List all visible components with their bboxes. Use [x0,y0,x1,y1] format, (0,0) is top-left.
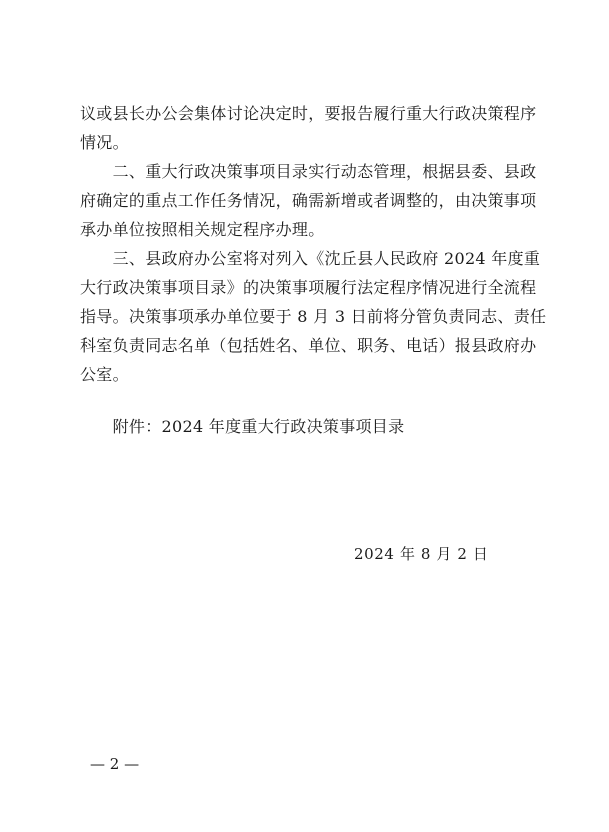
body-line: 指导。决策事项承办单位要于 8 月 3 日前将分管负责同志、责任 [80,307,547,326]
body-line: 二、重大行政决策事项目录实行动态管理，根据县委、县政 [80,162,537,181]
page-number: — 2 — [90,755,140,773]
body-line: 情况。 [80,133,129,152]
document-date: 2024 年 8 月 2 日 [354,545,489,563]
body-line: 大行政决策事项目录》的决策事项履行法定程序情况进行全流程 [80,278,537,297]
body-line: 科室负责同志名单（包括姓名、单位、职务、电话）报县政府办 [80,336,537,355]
body-line: 公室。 [80,365,129,384]
body-line: 三、县政府办公室将对列入《沈丘县人民政府 2024 年度重 [80,249,541,268]
attachment-line: 附件：2024 年度重大行政决策事项目录 [80,417,405,436]
body-line: 府确定的重点工作任务情况，确需新增或者调整的，由决策事项 [80,191,537,210]
body-line: 议或县长办公会集体讨论决定时，要报告履行重大行政决策程序 [80,104,537,123]
body-line: 承办单位按照相关规定程序办理。 [80,220,325,239]
